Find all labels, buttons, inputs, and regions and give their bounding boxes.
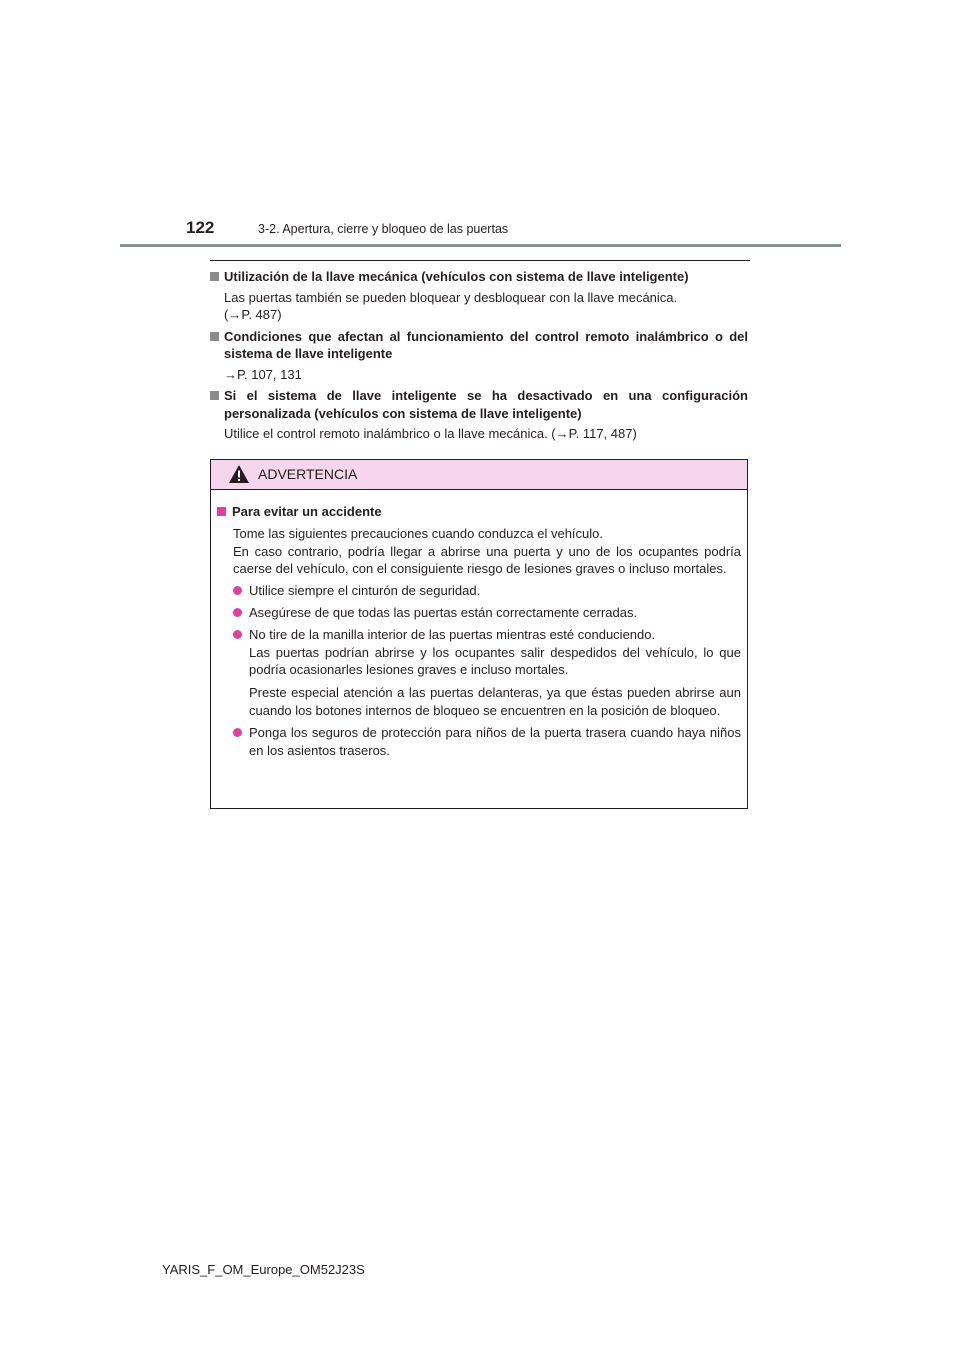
warning-triangle-icon: [228, 464, 250, 484]
warning-body: [211, 490, 747, 759]
item-title: Si el sistema de llave inteligente se ha desactivado en una configuración personalizada (vehículos con sistema de llave inteligente): [224, 388, 748, 421]
warning-bullet: [217, 582, 741, 600]
bullet-text: No tire de la manilla interior de las puertas mientras esté conduciendo. Las puertas podrían abrirse y los ocupantes salir despedidos del vehículo, lo que podría ocasionarles lesiones graves e incluso mortales.: [249, 626, 741, 678]
page-number: 122: [186, 218, 215, 237]
circle-bullet-icon: [233, 728, 242, 737]
main-content: [210, 268, 748, 447]
header-rule: [120, 244, 841, 247]
list-item: [210, 268, 748, 324]
warning-box: [210, 459, 748, 809]
square-bullet-icon: [210, 332, 219, 341]
warning-bullet: [217, 604, 741, 622]
bullet-text: Ponga los seguros de protección para niños de la puerta trasera cuando haya niños en los asientos traseros.: [249, 724, 741, 758]
bullet-extra-text: Preste especial atención a las puertas delanteras, ya que éstas pueden abrirse aun cuando los botones internos de bloqueo se encuentren en la posición de bloqueo.: [249, 685, 741, 718]
item-title: Condiciones que afectan al funcionamiento del control remoto inalámbrico o del sistema de llave inteligente: [224, 328, 748, 361]
item-body: →P. 107, 131: [224, 366, 302, 382]
footer-document-code: YARIS_F_OM_Europe_OM52J23S: [162, 1262, 365, 1277]
warning-intro: Tome las siguientes precauciones cuando conduzca el vehículo. En caso contrario, podría llegar a abrirse una puerta y uno de los ocupantes podría caerse del vehículo, con el consiguiente riesgo de lesiones graves o incluso mortales.: [233, 525, 741, 577]
bullet-text: Asegúrese de que todas las puertas están correctamente cerradas.: [249, 604, 638, 620]
circle-bullet-icon: [233, 630, 242, 639]
square-bullet-icon: [217, 507, 226, 516]
bullet-text: Utilice siempre el cinturón de seguridad.: [249, 583, 481, 599]
list-item: [210, 328, 748, 384]
warning-header: [211, 460, 747, 490]
circle-bullet-icon: [233, 608, 242, 617]
content-divider: [210, 260, 750, 261]
warning-bullet: [217, 626, 741, 679]
list-item: [210, 387, 748, 443]
section-title: 3-2. Apertura, cierre y bloqueo de las puertas: [258, 222, 509, 236]
warning-bullet: [217, 724, 741, 760]
circle-bullet-icon: [233, 586, 242, 595]
item-title: Utilización de la llave mecánica (vehículos con sistema de llave inteligente): [224, 269, 689, 284]
item-body: Utilice el control remoto inalámbrico o la llave mecánica. (→P. 117, 487): [224, 426, 637, 441]
square-bullet-icon: [210, 272, 219, 281]
warning-title: ADVERTENCIA: [258, 466, 358, 482]
warning-subtitle: Para evitar un accidente: [232, 504, 382, 519]
square-bullet-icon: [210, 391, 219, 400]
item-body: Las puertas también se pueden bloquear y desbloquear con la llave mecánica. (→P. 487): [224, 289, 678, 322]
